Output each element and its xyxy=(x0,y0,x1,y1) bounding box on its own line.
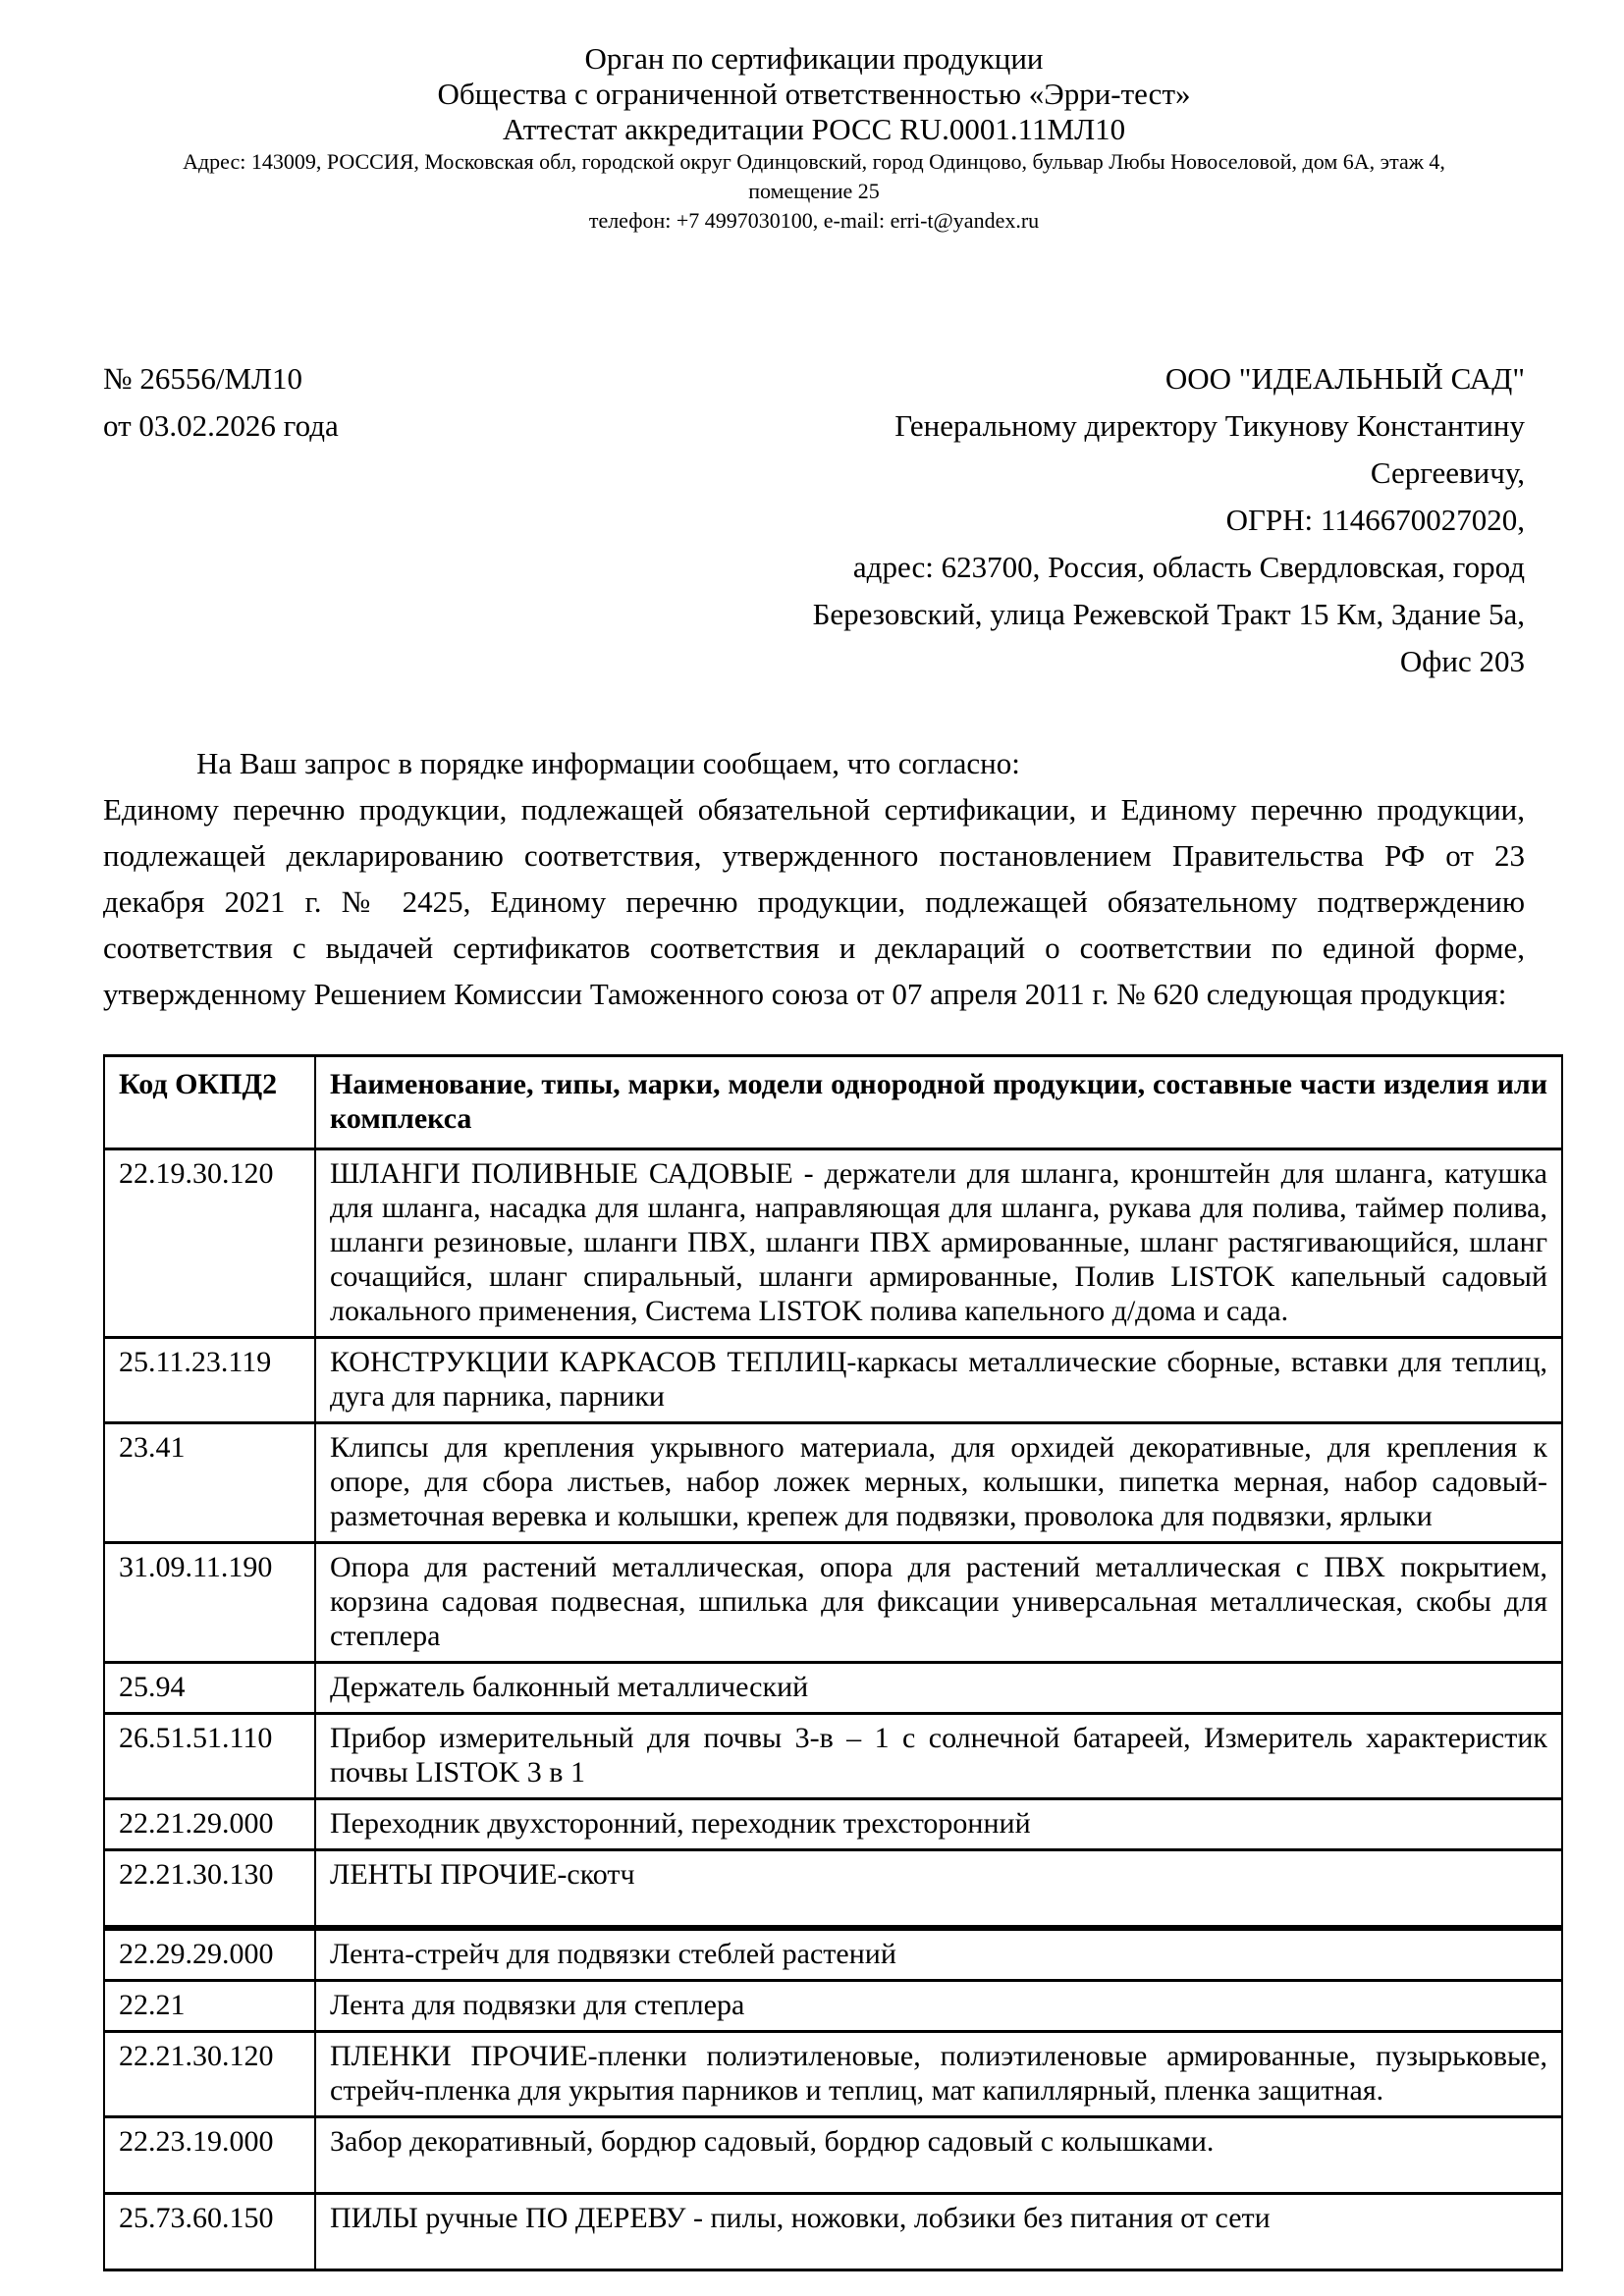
table-row xyxy=(104,1850,1562,1929)
table-row xyxy=(104,1543,1562,1663)
okpd2-code: 22.23.19.000 xyxy=(104,2117,315,2194)
recipient-address-line1: адрес: 623700, Россия, область Свердловская, город xyxy=(852,550,1525,584)
letterhead-address-line2: помещение 25 xyxy=(748,179,880,203)
okpd2-code: 22.21.29.000 xyxy=(104,1799,315,1850)
product-description: Опора для растений металлическая, опора для растений металлическая с ПВХ покрытием, корзина садовая подвесная, шпилька для фиксации универсальная металлическая, скобы для степлера xyxy=(315,1543,1562,1663)
table-row xyxy=(104,1663,1562,1714)
table-row xyxy=(104,1714,1562,1799)
okpd2-code: 22.21 xyxy=(104,1981,315,2032)
okpd2-code: 31.09.11.190 xyxy=(104,1543,315,1663)
table-row xyxy=(104,1423,1562,1543)
table-row xyxy=(104,1149,1562,1338)
okpd2-code: 26.51.51.110 xyxy=(104,1714,315,1799)
table-row xyxy=(104,1799,1562,1850)
table-row xyxy=(104,1338,1562,1423)
reference-recipient-block xyxy=(103,355,1525,685)
body-paragraph: Единому перечню продукции, подлежащей обязательной сертификации, и Единому перечню продукции, подлежащей декларированию соответствия, утвержденного постановлением Правительства РФ от 23 декабря 2021 г. № 2425, Единому перечню продукции, подлежащей обязательному подтверждению соответствия с выдачей сертификатов соответствия и деклараций о соответствии по единой форме, утвержденному Решением Комиссии Таможенного союза от 07 апреля 2011 г. № 620 следующая продукция: xyxy=(103,792,1525,1011)
okpd2-code: 23.41 xyxy=(104,1423,315,1543)
product-description: ЛЕНТЫ ПРОЧИЕ-скотч xyxy=(315,1850,1562,1929)
okpd2-code: 22.21.30.120 xyxy=(104,2032,315,2117)
recipient-address-line3: Офис 203 xyxy=(1399,644,1525,678)
letterhead xyxy=(103,41,1525,236)
letterhead-address-line1: Адрес: 143009, РОССИЯ, Московская обл, городской округ Одинцовский, город Одинцово, бульвар Любы Новоселовой, дом 6А, этаж 4, xyxy=(183,149,1445,174)
letterhead-accreditation: Аттестат аккредитации РОСС RU.0001.11МЛ10 xyxy=(502,112,1126,146)
product-description: Держатель балконный металлический xyxy=(315,1663,1562,1714)
reference-block xyxy=(103,355,535,685)
product-description: ПЛЕНКИ ПРОЧИЕ-пленки полиэтиленовые, полиэтиленовые армированные, пузырьковые, стрейч-пленка для укрытия парников и теплиц, мат капиллярный, пленка защитная. xyxy=(315,2032,1562,2117)
product-description: Переходник двухсторонний, переходник трехсторонний xyxy=(315,1799,1562,1850)
okpd2-code: 22.29.29.000 xyxy=(104,1928,315,1981)
letter-date: от 03.02.2026 года xyxy=(103,408,339,443)
product-description: Лента-стрейч для подвязки стеблей растений xyxy=(315,1928,1562,1981)
table-header-description: Наименование, типы, марки, модели однородной продукции, составные части изделия или комплекса xyxy=(315,1056,1562,1149)
product-description: Клипсы для крепления укрывного материала, для орхидей декоративные, для крепления к опоре, для сбора листьев, набор ложек мерных, колышки, пипетка мерная, набор садовый-разметочная веревка и колышки, крепеж для подвязки, проволока для подвязки, ярлыки xyxy=(315,1423,1562,1543)
product-description: КОНСТРУКЦИИ КАРКАСОВ ТЕПЛИЦ-каркасы металлические сборные, вставки для теплиц, дуга для парника, парники xyxy=(315,1338,1562,1423)
table-row xyxy=(104,2032,1562,2117)
okpd2-code: 25.94 xyxy=(104,1663,315,1714)
letter-number: № 26556/МЛ10 xyxy=(103,361,303,396)
body-intro: На Ваш запрос в порядке информации сообщаем, что согласно: xyxy=(196,746,1020,780)
table-row xyxy=(104,2117,1562,2194)
recipient-block xyxy=(535,355,1525,685)
recipient-director-line2: Сергеевичу, xyxy=(1370,455,1525,490)
okpd2-code: 25.11.23.119 xyxy=(104,1338,315,1423)
recipient-company: ООО "ИДЕАЛЬНЫЙ САД" xyxy=(1164,361,1525,396)
product-description: Лента для подвязки для степлера xyxy=(315,1981,1562,2032)
letter-body xyxy=(103,740,1525,1017)
product-description: ПИЛЫ ручные ПО ДЕРЕВУ - пилы, ножовки, лобзики без питания от сети xyxy=(315,2194,1562,2270)
letterhead-org-type: Орган по сертификации продукции xyxy=(584,41,1044,76)
product-description: ШЛАНГИ ПОЛИВНЫЕ САДОВЫЕ - держатели для шланга, кронштейн для шланга, катушка для шланга, насадка для шланга, направляющая для шланга, рукава для полива, таймер полива, шланги резиновые, шланги ПВХ, шланги ПВХ армированные, шланг растягивающийся, шланг сочащийся, шланг спиральный, шланги армированные, Полив LISTOK капельный садовый локального применения, Система LISTOK полива капельного д/дома и сада. xyxy=(315,1149,1562,1338)
table-row xyxy=(104,1981,1562,2032)
letterhead-org-name: Общества с ограниченной ответственностью «Эрри-тест» xyxy=(437,77,1191,111)
okpd2-code: 22.21.30.130 xyxy=(104,1850,315,1929)
recipient-address-line2: Березовский, улица Режевской Тракт 15 Км, Здание 5а, xyxy=(812,597,1525,631)
table-header-row xyxy=(104,1056,1562,1149)
table-row xyxy=(104,2194,1562,2270)
products-table xyxy=(103,1054,1563,2271)
letterhead-contact: телефон: +7 4997030100, e-mail: erri-t@yandex.ru xyxy=(588,208,1040,233)
product-description: Прибор измерительный для почвы 3-в – 1 с солнечной батареей, Измеритель характеристик почвы LISTOK 3 в 1 xyxy=(315,1714,1562,1799)
table-row xyxy=(104,1928,1562,1981)
okpd2-code: 22.19.30.120 xyxy=(104,1149,315,1338)
recipient-director-line1: Генеральному директору Тикунову Константину xyxy=(894,408,1525,443)
okpd2-code: 25.73.60.150 xyxy=(104,2194,315,2270)
recipient-ogrn: ОГРН: 1146670027020, xyxy=(1225,503,1525,537)
table-header-code: Код ОКПД2 xyxy=(104,1056,315,1149)
product-description: Забор декоративный, бордюр садовый, бордюр садовый с колышками. xyxy=(315,2117,1562,2194)
